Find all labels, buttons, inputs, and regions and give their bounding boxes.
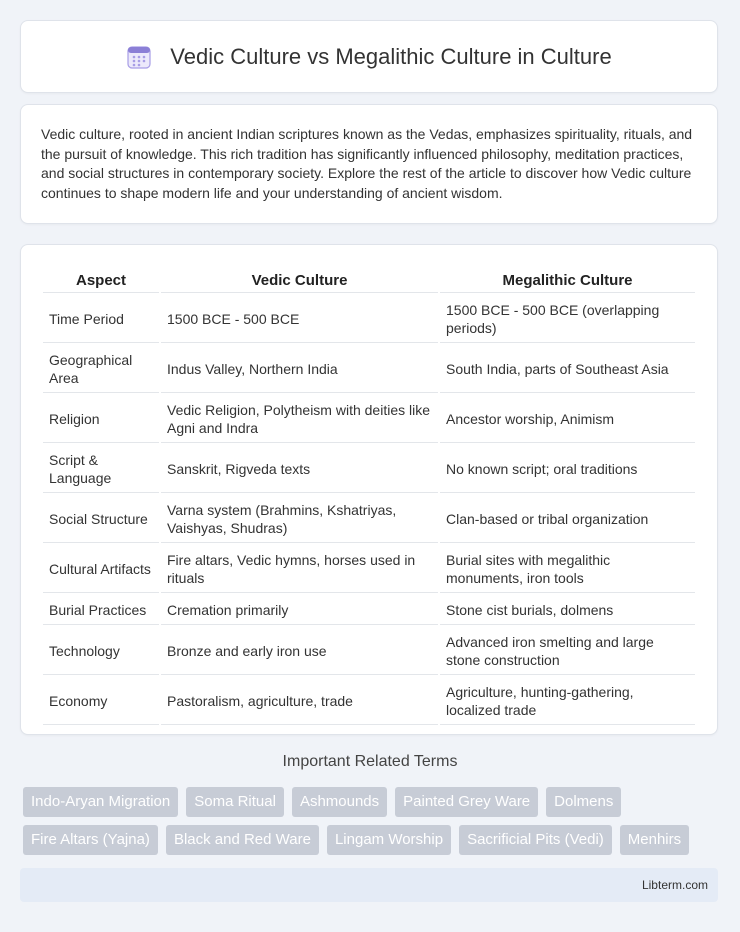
related-term-tag[interactable]: Black and Red Ware [166,825,319,855]
table-row [43,345,695,393]
aspect-cell: Cultural Artifacts [43,545,159,593]
related-term-tag[interactable]: Soma Ritual [186,787,284,817]
table-row [43,627,695,675]
megalithic-cell: 1500 BCE - 500 BCE (overlapping periods) [440,295,695,343]
table-row [43,545,695,593]
title-card [20,20,718,93]
table-row [43,495,695,543]
megalithic-cell: No known script; oral traditions [440,445,695,493]
vedic-cell: Pastoralism, agriculture, trade [161,677,438,725]
vedic-cell: 1500 BCE - 500 BCE [161,295,438,343]
aspect-cell: Social Structure [43,495,159,543]
related-term-tag[interactable]: Menhirs [620,825,689,855]
related-terms-title: Important Related Terms [282,753,458,770]
megalithic-cell: South India, parts of Southeast Asia [440,345,695,393]
megalithic-cell: Advanced iron smelting and large stone construction [440,627,695,675]
aspect-cell: Technology [43,627,159,675]
vedic-cell: Varna system (Brahmins, Kshatriyas, Vaishyas, Shudras) [161,495,438,543]
intro-text: Vedic culture, rooted in ancient Indian scriptures known as the Vedas, emphasizes spirituality, rituals, and the pursuit of knowledge. This rich tradition has significantly influenced philosophy, meditation practices, and social structures in contemporary society. Explore the rest of the article to discover how Vedic culture continues to shape modern life and your understanding of ancient wisdom. [41,126,693,201]
table-row [43,595,695,625]
comparison-table-card [20,244,718,735]
related-term-tag[interactable]: Ashmounds [292,787,387,817]
megalithic-cell: Clan-based or tribal organization [440,495,695,543]
footer-site-link[interactable]: Libterm.com [641,878,708,892]
vedic-cell: Indus Valley, Northern India [161,345,438,393]
column-header: Vedic Culture [161,267,438,293]
aspect-cell: Religion [43,395,159,443]
vedic-cell: Bronze and early iron use [161,627,438,675]
megalithic-cell: Agriculture, hunting-gathering, localized trade [440,677,695,725]
vedic-cell: Cremation primarily [161,595,438,625]
aspect-cell: Burial Practices [43,595,159,625]
aspect-cell: Time Period [43,295,159,343]
related-term-tag[interactable]: Fire Altars (Yajna) [23,825,158,855]
page-title: Vedic Culture vs Megalithic Culture in Culture [170,43,612,69]
vedic-cell: Vedic Religion, Polytheism with deities like Agni and Indra [161,395,438,443]
vedic-cell: Sanskrit, Rigveda texts [161,445,438,493]
vedic-cell: Fire altars, Vedic hymns, horses used in rituals [161,545,438,593]
related-term-tag[interactable]: Indo-Aryan Migration [23,787,178,817]
table-row [43,677,695,725]
table-row [43,395,695,443]
table-row [43,445,695,493]
footer [20,868,718,902]
related-terms-list [23,787,723,863]
aspect-cell: Geographical Area [43,345,159,393]
aspect-cell: Economy [43,677,159,725]
tag-row [23,825,723,855]
table-header-row [43,267,695,293]
megalithic-cell: Ancestor worship, Animism [440,395,695,443]
related-term-tag[interactable]: Painted Grey Ware [395,787,538,817]
aspect-cell: Script & Language [43,445,159,493]
megalithic-cell: Burial sites with megalithic monuments, iron tools [440,545,695,593]
megalithic-cell: Stone cist burials, dolmens [440,595,695,625]
related-term-tag[interactable]: Sacrificial Pits (Vedi) [459,825,612,855]
column-header: Megalithic Culture [440,267,695,293]
intro-card [20,104,718,224]
related-term-tag[interactable]: Dolmens [546,787,621,817]
calendar-icon [126,44,152,70]
related-term-tag[interactable]: Lingam Worship [327,825,451,855]
table-row [43,295,695,343]
tag-row [23,787,723,817]
column-header: Aspect [43,267,159,293]
comparison-table [41,265,697,727]
